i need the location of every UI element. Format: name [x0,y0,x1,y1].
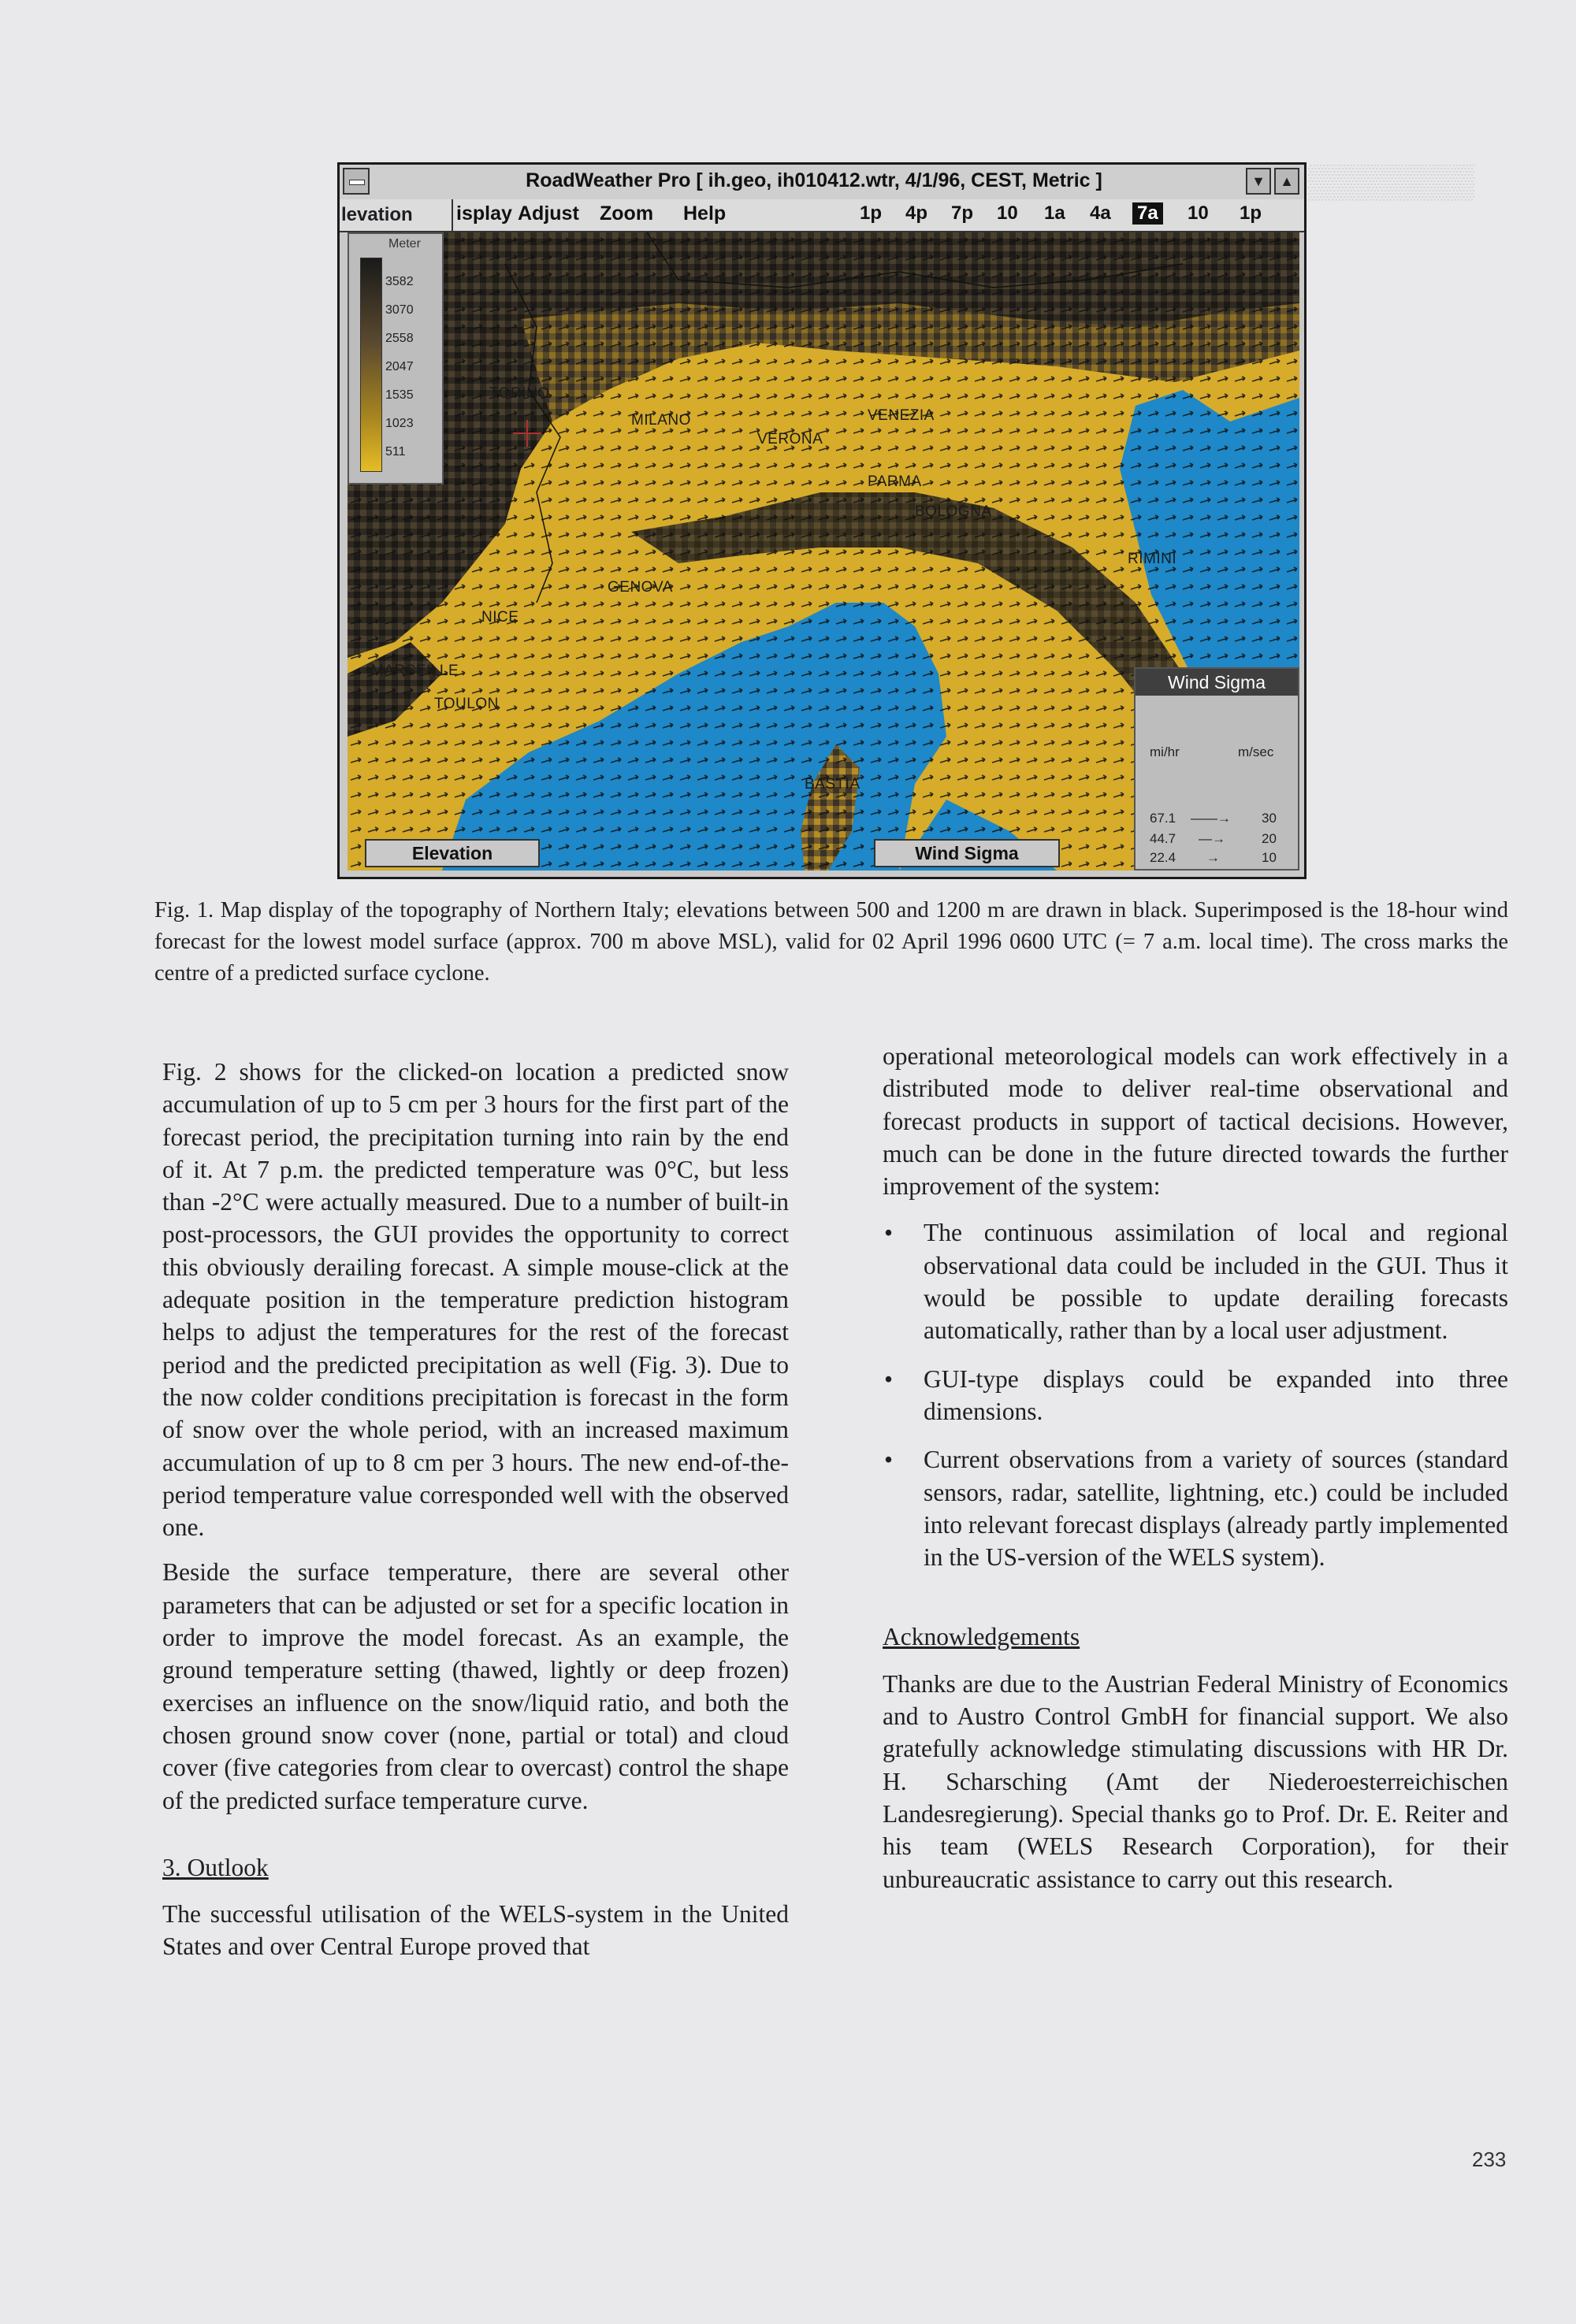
wind-mph: 44.7 [1150,831,1176,846]
elevation-legend [348,232,444,484]
figure-window [337,162,1307,879]
paragraph: Fig. 2 shows for the clicked-on location a predicted snow accumulation of up to 5 cm per 3 hours for the first part of the forecast period, the precipitation turning into rain by the end of it. At 7 p.m. the predicted temperature was 0°C, but less than -2°C were actually measured. Due to a number of built-in post-processors, the GUI provides the opportunity to correct this obviously derailing forecast. A simple mouse-click at the adequate position in the temperature prediction histogram helps to adjust the temperatures for the rest of the forecast period and the predicted precipitation as well (Fig. 3). Due to the now colder conditions precipitation is forecast in the form of snow over the whole period, with an increased maximum accumulation of up to 8 cm per 3 hours. The new end-of-the-period temperature value corresponded well with the observed one. [162,1058,789,1542]
wind-legend [1134,667,1299,871]
elevation-colorbar [360,258,382,472]
frame-1p[interactable]: 1p [860,202,883,224]
city-label: TOULON [434,696,499,712]
maximize-icon[interactable]: ▲ [1274,168,1299,195]
wind-sigma-button[interactable]: Wind Sigma [874,839,1060,867]
wind-mph: 67.1 [1150,811,1176,826]
window-title: RoadWeather Pro [ ih.geo, ih010412.wtr, 4/1/96, CEST, Metric ] [526,169,1102,191]
frame-7a[interactable]: 7a [1132,202,1163,225]
city-label: MILANO [631,412,691,429]
right-column [883,1040,1508,1895]
city-label: NICE [481,609,519,626]
section-heading: 3. Outlook [162,1853,269,1881]
paragraph: Beside the surface temperature, there are several other parameters that can be adjusted or set for a specific location in order to improve the model forecast. As an example, the ground temperature setting (thawed, lightly or deep frozen) exercises an influence on the snow/liquid ratio, and both the chosen ground snow cover (none, partial or total) and cloud cover (five categories from clear to overcast) control the shape of the predicted surface temperature curve. [162,1558,789,1814]
frame-10p[interactable]: 10 [997,202,1018,224]
elevation-value: 1535 [385,388,414,402]
system-menu-icon[interactable] [343,168,370,195]
figure-caption: Fig. 1. Map display of the topography of Northern Italy; elevations between 500 and 1200 m are drawn in black. Superimposed is the 18-hour wind forecast for the lowest model surface (approx. 700 m above MSL), valid for 02 April 1996 0600 UTC (= 7 a.m. local time). The cross marks the centre of a predicted surface cyclone. [154,898,1508,986]
frame-4p[interactable]: 4p [905,202,928,224]
city-label: GENOVA [608,579,673,596]
menu-display[interactable]: isplay [456,202,512,225]
menu-bar [340,199,1304,232]
menu-help[interactable]: Help [683,202,727,225]
wind-unit-ms: m/sec [1238,744,1274,759]
wind-ms: 30 [1262,811,1277,826]
city-label: PARMA [868,473,922,490]
page-number: 233 [1472,2148,1507,2171]
city-label: VERONA [757,431,823,447]
city-label: TORINO [489,385,550,402]
elevation-value: 511 [385,445,406,458]
menu-adjust[interactable]: Adjust [518,202,579,225]
paragraph: operational meteorological models can work effectively in a distributed mode to deliver real-time observational and forecast products in support of tactical decisions. However, much can be done in the future directed towards the further improvement of the system: [883,1042,1508,1201]
city-label: VENEZIA [868,407,935,424]
paragraph: The successful utilisation of the WELS-system in the United States and over Central Europe proved that [162,1900,789,1961]
wind-ms: 20 [1262,831,1277,846]
frame-7p[interactable]: 7p [951,202,974,224]
bullet-list [883,1216,1508,1573]
elevation-value: 1023 [385,417,414,430]
wind-ms: 10 [1262,850,1277,865]
menu-zoom[interactable]: Zoom [600,202,654,225]
elevation-value: 3070 [385,303,414,317]
wind-arrow-icon: ——→ [1191,811,1231,826]
city-label: MARSEILLE [371,663,459,679]
elevation-legend-title: levation [340,199,453,231]
frame-1p-next[interactable]: 1p [1240,202,1262,224]
list-item: • GUI-type displays could be expanded into three dimensions. [883,1363,1508,1428]
map-display[interactable] [348,232,1299,871]
wind-mph: 22.4 [1150,850,1176,865]
city-label: BOLOGNA [915,503,992,520]
elevation-button[interactable]: Elevation [365,839,540,867]
list-item: • Current observations from a variety of sources (standard sensors, radar, satellite, lightning, etc.) could be included into relevant forecast displays (already partly implemented in the US-version of the WELS system). [883,1443,1508,1573]
section-heading: Acknowledgements [883,1623,1080,1651]
wind-unit-mph: mi/hr [1150,744,1180,759]
paragraph: Thanks are due to the Austrian Federal Ministry of Economics and to Austro Control GmbH for financial support. We also gratefully acknowledge stimulating discussions with HR Dr. H. Scharsching (Amt der Niederoesterreichischen Landesregierung). Special thanks go to Prof. Dr. E. Reiter and his team (WELS Research Corporation), for their unbureaucratic assistance to carry out this research. [883,1669,1508,1893]
wind-legend-title: Wind Sigma [1136,669,1298,696]
elevation-unit: Meter [388,237,421,251]
wind-arrow-icon: —→ [1199,831,1225,846]
city-label: BASTIA [805,776,860,793]
frame-1a[interactable]: 1a [1044,202,1065,224]
elevation-value: 2047 [385,360,414,373]
elevation-value: 3582 [385,275,414,288]
elevation-value: 2558 [385,332,414,345]
wind-arrow-icon: → [1206,850,1220,865]
city-label: RIMINI [1128,551,1177,567]
list-item: • The continuous assimilation of local and regional observational data could be included in the GUI. Thus it would be possible to update derailing forecasts automatically, rather than by a local user adjustment. [883,1216,1508,1346]
left-column [162,1056,789,1963]
frame-10a[interactable]: 10 [1188,202,1209,224]
title-bar [340,165,1304,201]
minimize-icon[interactable]: ▼ [1246,168,1271,195]
frame-4a[interactable]: 4a [1090,202,1111,224]
bleed-through: ▒▒▒▒▒▒▒ [1308,164,1475,200]
